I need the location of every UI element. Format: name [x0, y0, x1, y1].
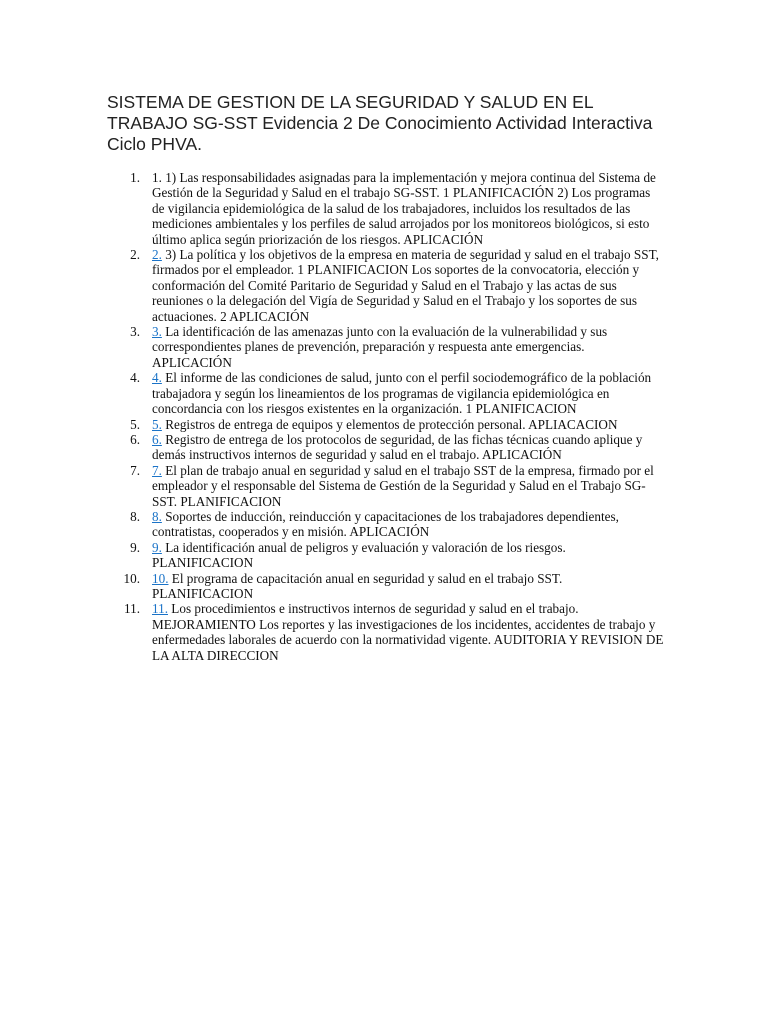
item-content [152, 324, 664, 370]
item-text: Los procedimientos e instructivos internos de seguridad y salud en el trabajo. MEJORAMIENTO Los reportes y las investigaciones de los incidentes, accidentes de trabajo y enfermedades laborales de acuerdo con la normatividad vigente. AUDITORIA Y REVISION DE LA ALTA DIRECCION [152, 601, 664, 663]
list-item [0, 170, 664, 247]
item-content [152, 370, 664, 416]
item-number: 3. [130, 324, 140, 340]
item-number: 8. [130, 508, 140, 524]
item-content [152, 417, 664, 432]
item-text: El informe de las condiciones de salud, junto con el perfil sociodemográfico de la población trabajadora y según los lineamientos de los programas de vigilancia epidemiológica en concordancia con los riesgos existentes en la organización. 1 PLANIFICACION [152, 370, 652, 417]
item-number: 11. [124, 601, 140, 617]
list-item [0, 509, 664, 540]
item-link[interactable]: 2. [152, 247, 162, 263]
document-title: SISTEMA DE GESTION DE LA SEGURIDAD Y SALUD EN EL TRABAJO SG-SST Evidencia 2 De Conocimiento Actividad Interactiva Ciclo PHVA. [107, 92, 653, 154]
list-item [0, 324, 664, 370]
item-content [152, 509, 664, 540]
item-text: Registro de entrega de los protocolos de seguridad, de las fichas técnicas cuando aplique y demás instructivos internos de seguridad y salud en el trabajo. APLICACIÓN [152, 431, 643, 463]
item-text: La identificación de las amenazas junto con la evaluación de la vulnerabilidad y sus correspondientes planes de prevención, preparación y respuesta ante emergencias. APLICACIÓN [152, 324, 608, 370]
item-number: 7. [130, 462, 140, 478]
item-text: La identificación anual de peligros y evaluación y valoración de los riesgos. PLANIFICACION [152, 539, 566, 571]
item-number: 2. [130, 247, 140, 263]
list-item [0, 417, 664, 432]
item-content [152, 571, 664, 602]
item-link[interactable]: 4. [152, 370, 162, 386]
item-text: El plan de trabajo anual en seguridad y salud en el trabajo SST de la empresa, firmado por el empleador y el responsable del Sistema de Gestión de la Seguridad y Salud en el Trabajo SG-SST. PLANIFICACION [152, 462, 654, 509]
item-link[interactable]: 11. [152, 601, 168, 617]
item-link[interactable]: 3. [152, 324, 162, 340]
evidence-list [0, 170, 664, 663]
list-item [0, 247, 664, 324]
item-link[interactable]: 7. [152, 462, 162, 478]
list-item [0, 463, 664, 509]
item-number: 10. [123, 570, 140, 586]
item-link[interactable]: 6. [152, 431, 162, 447]
item-number: 9. [130, 539, 140, 555]
list-item [0, 370, 664, 416]
item-number: 6. [130, 431, 140, 447]
item-text: Soportes de inducción, reinducción y capacitaciones de los trabajadores dependientes, contratistas, cooperados y en misión. APLICACIÓN [152, 508, 619, 540]
item-text: 1. 1) Las responsabilidades asignadas para la implementación y mejora continua del Sistema de Gestión de la Seguridad y Salud en el trabajo SG-SST. 1 PLANIFICACIÓN 2) Los programas de vigilancia epidemiológica de la salud de los trabajadores, incluidos los resultados de las mediciones ambientales y los perfiles de salud arrojados por los monitoreos biológicos, si esto último aplica según priorización de los riesgos. APLICACIÓN [152, 170, 656, 247]
item-link[interactable]: 8. [152, 508, 162, 524]
item-link[interactable]: 5. [152, 416, 162, 432]
item-number: 4. [130, 370, 140, 386]
item-content [152, 601, 664, 663]
item-content [152, 463, 664, 509]
list-item [0, 540, 664, 571]
item-text: 3) La política y los objetivos de la empresa en materia de seguridad y salud en el trabajo SST, firmados por el empleador. 1 PLANIFICACION Los soportes de la convocatoria, elección y conformación del Comité Paritario de Seguridad y Salud en el Trabajo y las actas de sus reuniones o la delegación del Vigía de Seguridad y Salud en el Trabajo y los soportes de sus actuaciones. 2 APLICACIÓN [152, 247, 659, 324]
item-text: El programa de capacitación anual en seguridad y salud en el trabajo SST. PLANIFICACION [152, 570, 563, 601]
item-number: 1. [130, 170, 140, 185]
item-link[interactable]: 10. [152, 570, 169, 586]
list-item [0, 601, 664, 663]
item-content [152, 247, 664, 324]
list-item [0, 432, 664, 463]
item-text: Registros de entrega de equipos y elementos de protección personal. APLIACACION [161, 416, 618, 432]
item-number: 5. [130, 416, 140, 432]
list-item [0, 571, 664, 602]
item-content [152, 540, 664, 571]
item-link[interactable]: 9. [152, 539, 162, 555]
item-content [152, 432, 664, 463]
